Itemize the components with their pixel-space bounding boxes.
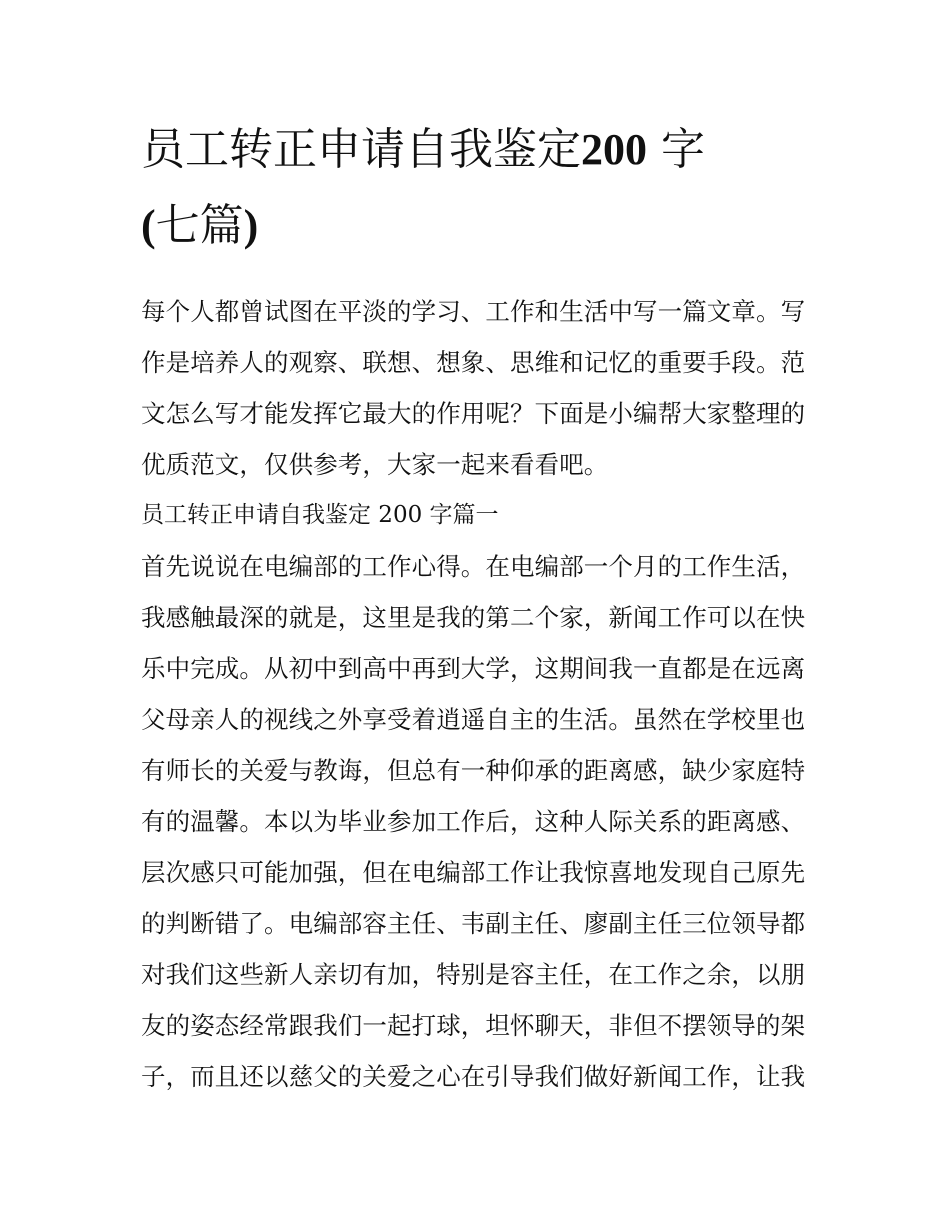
section-line: 层次感只可能加强，但在电编部工作让我惊喜地发现自己原先 — [141, 858, 806, 887]
intro-line: 作是培养人的观察、联想、想象、思维和记忆的重要手段。范 — [141, 348, 806, 377]
intro-line: 每个人都曾试图在平淡的学习、工作和生活中写一篇文章。写 — [141, 297, 806, 326]
title-close-paren: ) — [243, 201, 259, 250]
intro-line: 优质范文，仅供参考，大家一起来看看吧。 — [141, 450, 609, 479]
section-paragraph — [141, 541, 811, 1102]
section-line: 我感触最深的就是，这里是我的第二个家，新闻工作可以在快 — [141, 603, 806, 632]
section-line: 有的温馨。本以为毕业参加工作后，这种人际关系的距离感、 — [141, 807, 806, 836]
section-line: 友的姿态经常跟我们一起打球，坦怀聊天，非但不摆领导的架 — [141, 1011, 806, 1040]
title-count-text: 七篇 — [155, 200, 244, 251]
document-content — [141, 112, 811, 1102]
section-line: 有师长的关爱与教诲，但总有一种仰承的距离感，缺少家庭特 — [141, 756, 806, 785]
title-main-text: 员工转正申请自我鉴定 — [141, 124, 581, 175]
document-body — [141, 286, 811, 1102]
section-line: 对我们这些新人亲切有加，特别是容主任，在工作之余，以朋 — [141, 960, 806, 989]
section-line: 子，而且还以慈父的关爱之心在引导我们做好新闻工作，让我 — [141, 1062, 806, 1091]
title-suffix: 字 — [647, 124, 705, 175]
title-line-2 — [141, 188, 811, 264]
section-line: 乐中完成。从初中到高中再到大学，这期间我一直都是在远离 — [141, 654, 806, 683]
document-title — [141, 112, 811, 264]
title-open-paren: ( — [141, 201, 156, 250]
section-heading: 员工转正申请自我鉴定 200 字篇一 — [141, 502, 499, 528]
intro-line: 文怎么写才能发挥它最大的作用呢？下面是小编帮大家整理的 — [141, 399, 806, 428]
section-line: 父母亲人的视线之外享受着逍遥自主的生活。虽然在学校里也 — [141, 705, 806, 734]
title-line-1 — [141, 112, 811, 188]
section-line: 的判断错了。电编部容主任、韦副主任、廖副主任三位领导都 — [141, 909, 806, 938]
intro-paragraph — [141, 286, 811, 490]
section-line: 首先说说在电编部的工作心得。在电编部一个月的工作生活， — [141, 552, 806, 581]
title-number: 200 — [581, 125, 647, 174]
